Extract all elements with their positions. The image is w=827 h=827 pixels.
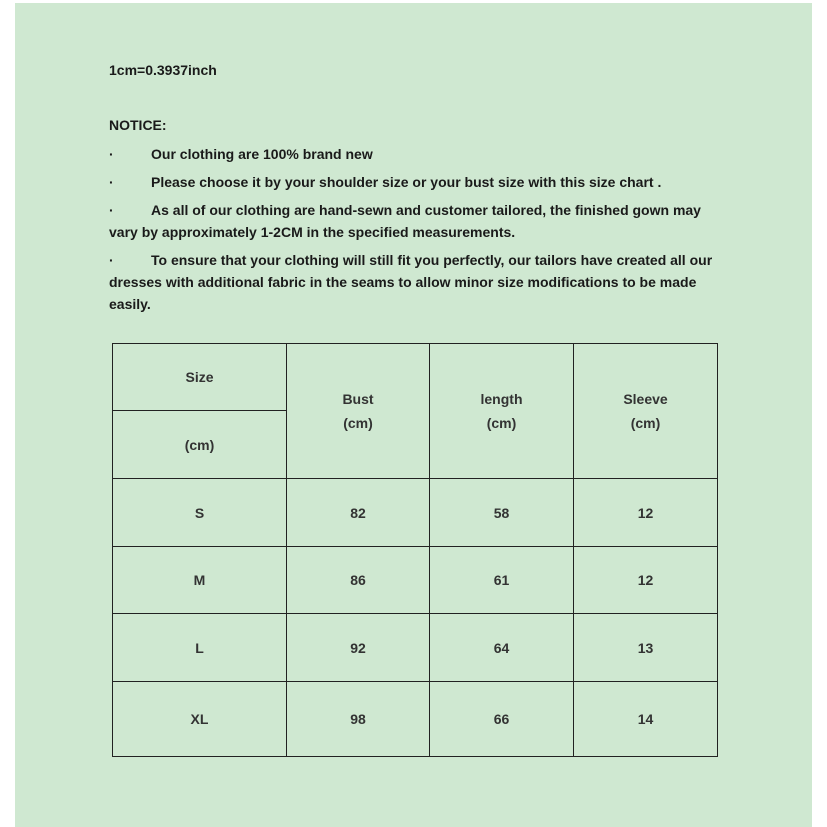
size-cell: L (113, 614, 287, 682)
column-header-sleeve (574, 344, 718, 479)
bullet: · (109, 252, 114, 268)
sleeve-cell: 12 (574, 479, 718, 547)
length-cell: 66 (430, 682, 574, 757)
column-unit: (cm) (486, 415, 517, 431)
column-label: Bust (342, 391, 374, 407)
table-row (113, 479, 718, 547)
notice-item (109, 249, 724, 315)
size-cell: M (113, 547, 287, 614)
notice-title: NOTICE: (109, 117, 167, 133)
bullet: · (109, 146, 114, 162)
conversion-note: 1cm=0.3937inch (109, 62, 217, 78)
table-row (113, 547, 718, 614)
column-unit: (cm) (343, 415, 373, 431)
notice-item (109, 171, 724, 193)
length-cell: 58 (430, 479, 574, 547)
notice-text: As all of our clothing are hand-sewn and customer tailored, the finished gown may vary by approximately 1-2CM in the specified measurements. (109, 202, 701, 240)
column-header-bust (287, 344, 430, 479)
notice-text: To ensure that your clothing will still fit you perfectly, our tailors have created all our dresses with additional fabric in the seams to allow minor size modifications to be made easily. (109, 252, 713, 312)
bust-cell: 98 (287, 682, 430, 757)
notice-text: Our clothing are 100% brand new (151, 146, 373, 162)
bullet: · (109, 202, 114, 218)
length-cell: 64 (430, 614, 574, 682)
column-unit: (cm) (630, 415, 661, 431)
size-table (112, 343, 718, 757)
size-cell: XL (113, 682, 287, 757)
bust-cell: 86 (287, 547, 430, 614)
length-cell: 61 (430, 547, 574, 614)
table-row (113, 614, 718, 682)
bullet: · (109, 174, 114, 190)
notice-item (109, 143, 724, 165)
size-cell: S (113, 479, 287, 547)
bust-cell: 82 (287, 479, 430, 547)
notice-list (109, 143, 724, 321)
table-row (113, 682, 718, 757)
column-label: Sleeve (623, 391, 668, 407)
bust-cell: 92 (287, 614, 430, 682)
size-unit: (cm) (113, 411, 287, 479)
size-header: Size (113, 344, 287, 411)
sleeve-cell: 13 (574, 614, 718, 682)
column-label: length (480, 391, 523, 407)
sleeve-cell: 12 (574, 547, 718, 614)
sleeve-cell: 14 (574, 682, 718, 757)
notice-item (109, 199, 724, 243)
notice-text: Please choose it by your shoulder size or your bust size with this size chart . (151, 174, 662, 190)
column-header-length (430, 344, 574, 479)
